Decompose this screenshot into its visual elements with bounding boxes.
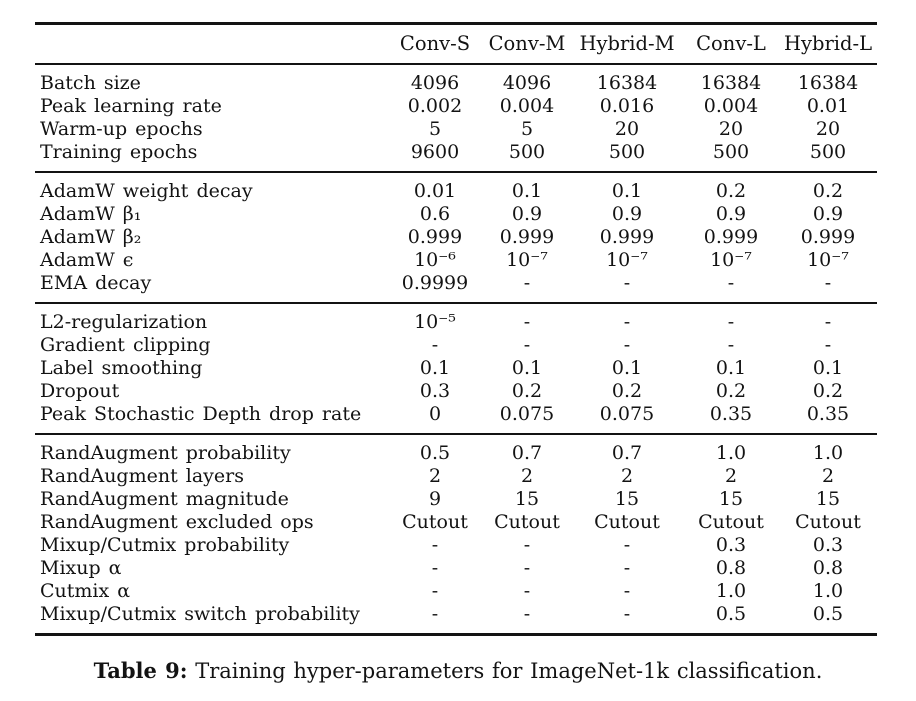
- cell-value: 0.9: [812, 203, 844, 225]
- row-label: AdamW β₁: [40, 203, 142, 225]
- row-label: Dropout: [40, 380, 120, 402]
- section-regularization: [35, 303, 877, 434]
- cell-value: 10⁻⁶: [414, 249, 456, 271]
- table-header: [35, 24, 877, 65]
- cell-value: 500: [712, 141, 750, 163]
- cell-value: 0.999: [800, 226, 856, 248]
- cell-value: -: [431, 580, 439, 602]
- table-row: [35, 580, 877, 603]
- cell-value: 0.1: [611, 357, 643, 379]
- cell-value: -: [727, 334, 735, 356]
- cell-value: 0.8: [812, 557, 844, 579]
- cell-value: 2: [620, 465, 634, 487]
- row-label: RandAugment excluded ops: [40, 511, 314, 533]
- cell-value: 0.1: [611, 180, 643, 202]
- column-header-hybrid-m: Hybrid-M: [579, 32, 675, 55]
- cell-value: -: [623, 334, 631, 356]
- cell-value: 4096: [410, 72, 460, 94]
- table-row: [35, 557, 877, 580]
- table-caption: [0, 658, 916, 683]
- cell-value: -: [431, 603, 439, 625]
- row-label: Training epochs: [40, 141, 198, 163]
- table-row: [35, 357, 877, 380]
- cell-value: -: [623, 580, 631, 602]
- table-row: [35, 172, 877, 203]
- cell-value: 1.0: [812, 442, 844, 464]
- cell-value: 0.9: [511, 203, 543, 225]
- cell-value: -: [623, 557, 631, 579]
- cell-value: 0.2: [611, 380, 643, 402]
- row-label: RandAugment layers: [40, 465, 244, 487]
- cell-value: 0.2: [812, 180, 844, 202]
- cell-value: 0.999: [703, 226, 759, 248]
- cell-value: 5: [428, 118, 442, 140]
- cell-value: Cutout: [594, 511, 660, 533]
- table-row: [35, 303, 877, 334]
- cell-value: 16384: [797, 72, 859, 94]
- row-label: Batch size: [40, 72, 141, 94]
- cell-value: 500: [608, 141, 646, 163]
- cell-value: -: [623, 534, 631, 556]
- cell-value: 0.5: [419, 442, 451, 464]
- row-label: Mixup/Cutmix probability: [40, 534, 290, 556]
- cell-value: 16384: [700, 72, 762, 94]
- cell-value: 0.8: [715, 557, 747, 579]
- cell-value: 10⁻⁷: [606, 249, 648, 271]
- row-label: L2-regularization: [40, 311, 208, 333]
- cell-value: 0.1: [419, 357, 451, 379]
- row-label: EMA decay: [40, 272, 152, 294]
- cell-value: 0.1: [715, 357, 747, 379]
- column-header-conv-m: Conv-M: [488, 32, 566, 55]
- table-row: [35, 226, 877, 249]
- cell-value: 16384: [596, 72, 658, 94]
- cell-value: 0.075: [599, 403, 655, 425]
- column-header-hybrid-l: Hybrid-L: [783, 32, 873, 55]
- cell-value: 500: [508, 141, 546, 163]
- cell-value: 0.3: [715, 534, 747, 556]
- cell-value: -: [523, 603, 531, 625]
- table-row: [35, 141, 877, 172]
- cell-value: -: [824, 311, 832, 333]
- cell-value: 0.3: [812, 534, 844, 556]
- hyperparameter-table: [35, 22, 877, 636]
- row-label: RandAugment probability: [40, 442, 291, 464]
- cell-value: 0.999: [499, 226, 555, 248]
- cell-value: 0.1: [511, 357, 543, 379]
- cell-value: 10⁻⁷: [506, 249, 548, 271]
- row-label: Label smoothing: [40, 357, 203, 379]
- cell-value: 2: [724, 465, 738, 487]
- cell-value: 20: [815, 118, 841, 140]
- row-label: Gradient clipping: [40, 334, 211, 356]
- cell-value: 0.7: [511, 442, 543, 464]
- cell-value: Cutout: [402, 511, 468, 533]
- table-row: [35, 249, 877, 272]
- row-label: AdamW ϵ: [40, 249, 134, 271]
- cell-value: 15: [815, 488, 841, 510]
- cell-value: 0.1: [812, 357, 844, 379]
- row-label: Peak learning rate: [40, 95, 222, 117]
- cell-value: -: [623, 311, 631, 333]
- cell-value: -: [431, 334, 439, 356]
- cell-value: 15: [718, 488, 744, 510]
- column-header-conv-l: Conv-L: [696, 32, 766, 55]
- cell-value: Cutout: [795, 511, 861, 533]
- cell-value: 20: [614, 118, 640, 140]
- cell-value: 5: [520, 118, 534, 140]
- table-row: [35, 203, 877, 226]
- cell-value: 0.002: [407, 95, 463, 117]
- cell-value: 15: [614, 488, 640, 510]
- table-row: [35, 64, 877, 95]
- header-corner-cell: [35, 24, 387, 65]
- table-row: [35, 511, 877, 534]
- cell-value: 0.2: [715, 180, 747, 202]
- cell-value: -: [523, 534, 531, 556]
- cell-value: 0.01: [413, 180, 457, 202]
- cell-value: 0.999: [599, 226, 655, 248]
- row-label: AdamW β₂: [40, 226, 142, 248]
- cell-value: 9600: [410, 141, 460, 163]
- cell-value: -: [623, 272, 631, 294]
- table-row: [35, 95, 877, 118]
- cell-value: 10⁻⁷: [807, 249, 849, 271]
- cell-value: -: [727, 272, 735, 294]
- cell-value: 10⁻⁵: [414, 311, 456, 333]
- cell-value: 0.1: [511, 180, 543, 202]
- cell-value: 10⁻⁷: [710, 249, 752, 271]
- cell-value: 1.0: [715, 580, 747, 602]
- cell-value: 1.0: [715, 442, 747, 464]
- table-row: [35, 403, 877, 434]
- cell-value: -: [523, 580, 531, 602]
- caption-text: Training hyper-parameters for ImageNet-1k classification.: [187, 659, 823, 683]
- cell-value: 0.075: [499, 403, 555, 425]
- table-row: [35, 534, 877, 557]
- cell-value: -: [727, 311, 735, 333]
- cell-value: Cutout: [698, 511, 764, 533]
- cell-value: 0.01: [806, 95, 850, 117]
- row-label: Mixup α: [40, 557, 122, 579]
- cell-value: -: [523, 557, 531, 579]
- header-row: [35, 24, 877, 65]
- table-row: [35, 603, 877, 635]
- cell-value: 0.9999: [401, 272, 469, 294]
- cell-value: -: [431, 534, 439, 556]
- row-label: Peak Stochastic Depth drop rate: [40, 403, 362, 425]
- cell-value: 0.5: [715, 603, 747, 625]
- row-label: RandAugment magnitude: [40, 488, 289, 510]
- cell-value: 0.9: [715, 203, 747, 225]
- cell-value: 15: [514, 488, 540, 510]
- caption-label: Table 9:: [93, 658, 188, 683]
- cell-value: 0.35: [709, 403, 753, 425]
- cell-value: -: [824, 272, 832, 294]
- cell-value: Cutout: [494, 511, 560, 533]
- row-label: Mixup/Cutmix switch probability: [40, 603, 360, 625]
- cell-value: 0.004: [499, 95, 555, 117]
- cell-value: 500: [809, 141, 847, 163]
- table-row: [35, 272, 877, 303]
- cell-value: 0.9: [611, 203, 643, 225]
- cell-value: 0.35: [806, 403, 850, 425]
- cell-value: 0.2: [715, 380, 747, 402]
- cell-value: 0: [428, 403, 442, 425]
- section-augmentation: [35, 434, 877, 635]
- column-header-conv-s: Conv-S: [399, 32, 471, 55]
- cell-value: 1.0: [812, 580, 844, 602]
- row-label: AdamW weight decay: [40, 180, 253, 202]
- cell-value: 0.6: [419, 203, 451, 225]
- cell-value: -: [523, 272, 531, 294]
- cell-value: -: [523, 334, 531, 356]
- cell-value: 0.004: [703, 95, 759, 117]
- table-row: [35, 118, 877, 141]
- cell-value: 2: [821, 465, 835, 487]
- table-row: [35, 334, 877, 357]
- cell-value: 4096: [502, 72, 552, 94]
- cell-value: 9: [428, 488, 442, 510]
- cell-value: 0.2: [511, 380, 543, 402]
- cell-value: -: [431, 557, 439, 579]
- section-schedule: [35, 64, 877, 172]
- cell-value: 0.3: [419, 380, 451, 402]
- table-row: [35, 434, 877, 465]
- row-label: Warm-up epochs: [40, 118, 203, 140]
- cell-value: -: [523, 311, 531, 333]
- cell-value: 2: [428, 465, 442, 487]
- table-row: [35, 465, 877, 488]
- cell-value: 0.5: [812, 603, 844, 625]
- cell-value: 0.016: [599, 95, 655, 117]
- cell-value: 0.999: [407, 226, 463, 248]
- table-row: [35, 380, 877, 403]
- cell-value: 0.7: [611, 442, 643, 464]
- cell-value: -: [623, 603, 631, 625]
- table-row: [35, 488, 877, 511]
- cell-value: 20: [718, 118, 744, 140]
- row-label: Cutmix α: [40, 580, 131, 602]
- cell-value: 0.2: [812, 380, 844, 402]
- cell-value: -: [824, 334, 832, 356]
- cell-value: 2: [520, 465, 534, 487]
- section-optimizer: [35, 172, 877, 303]
